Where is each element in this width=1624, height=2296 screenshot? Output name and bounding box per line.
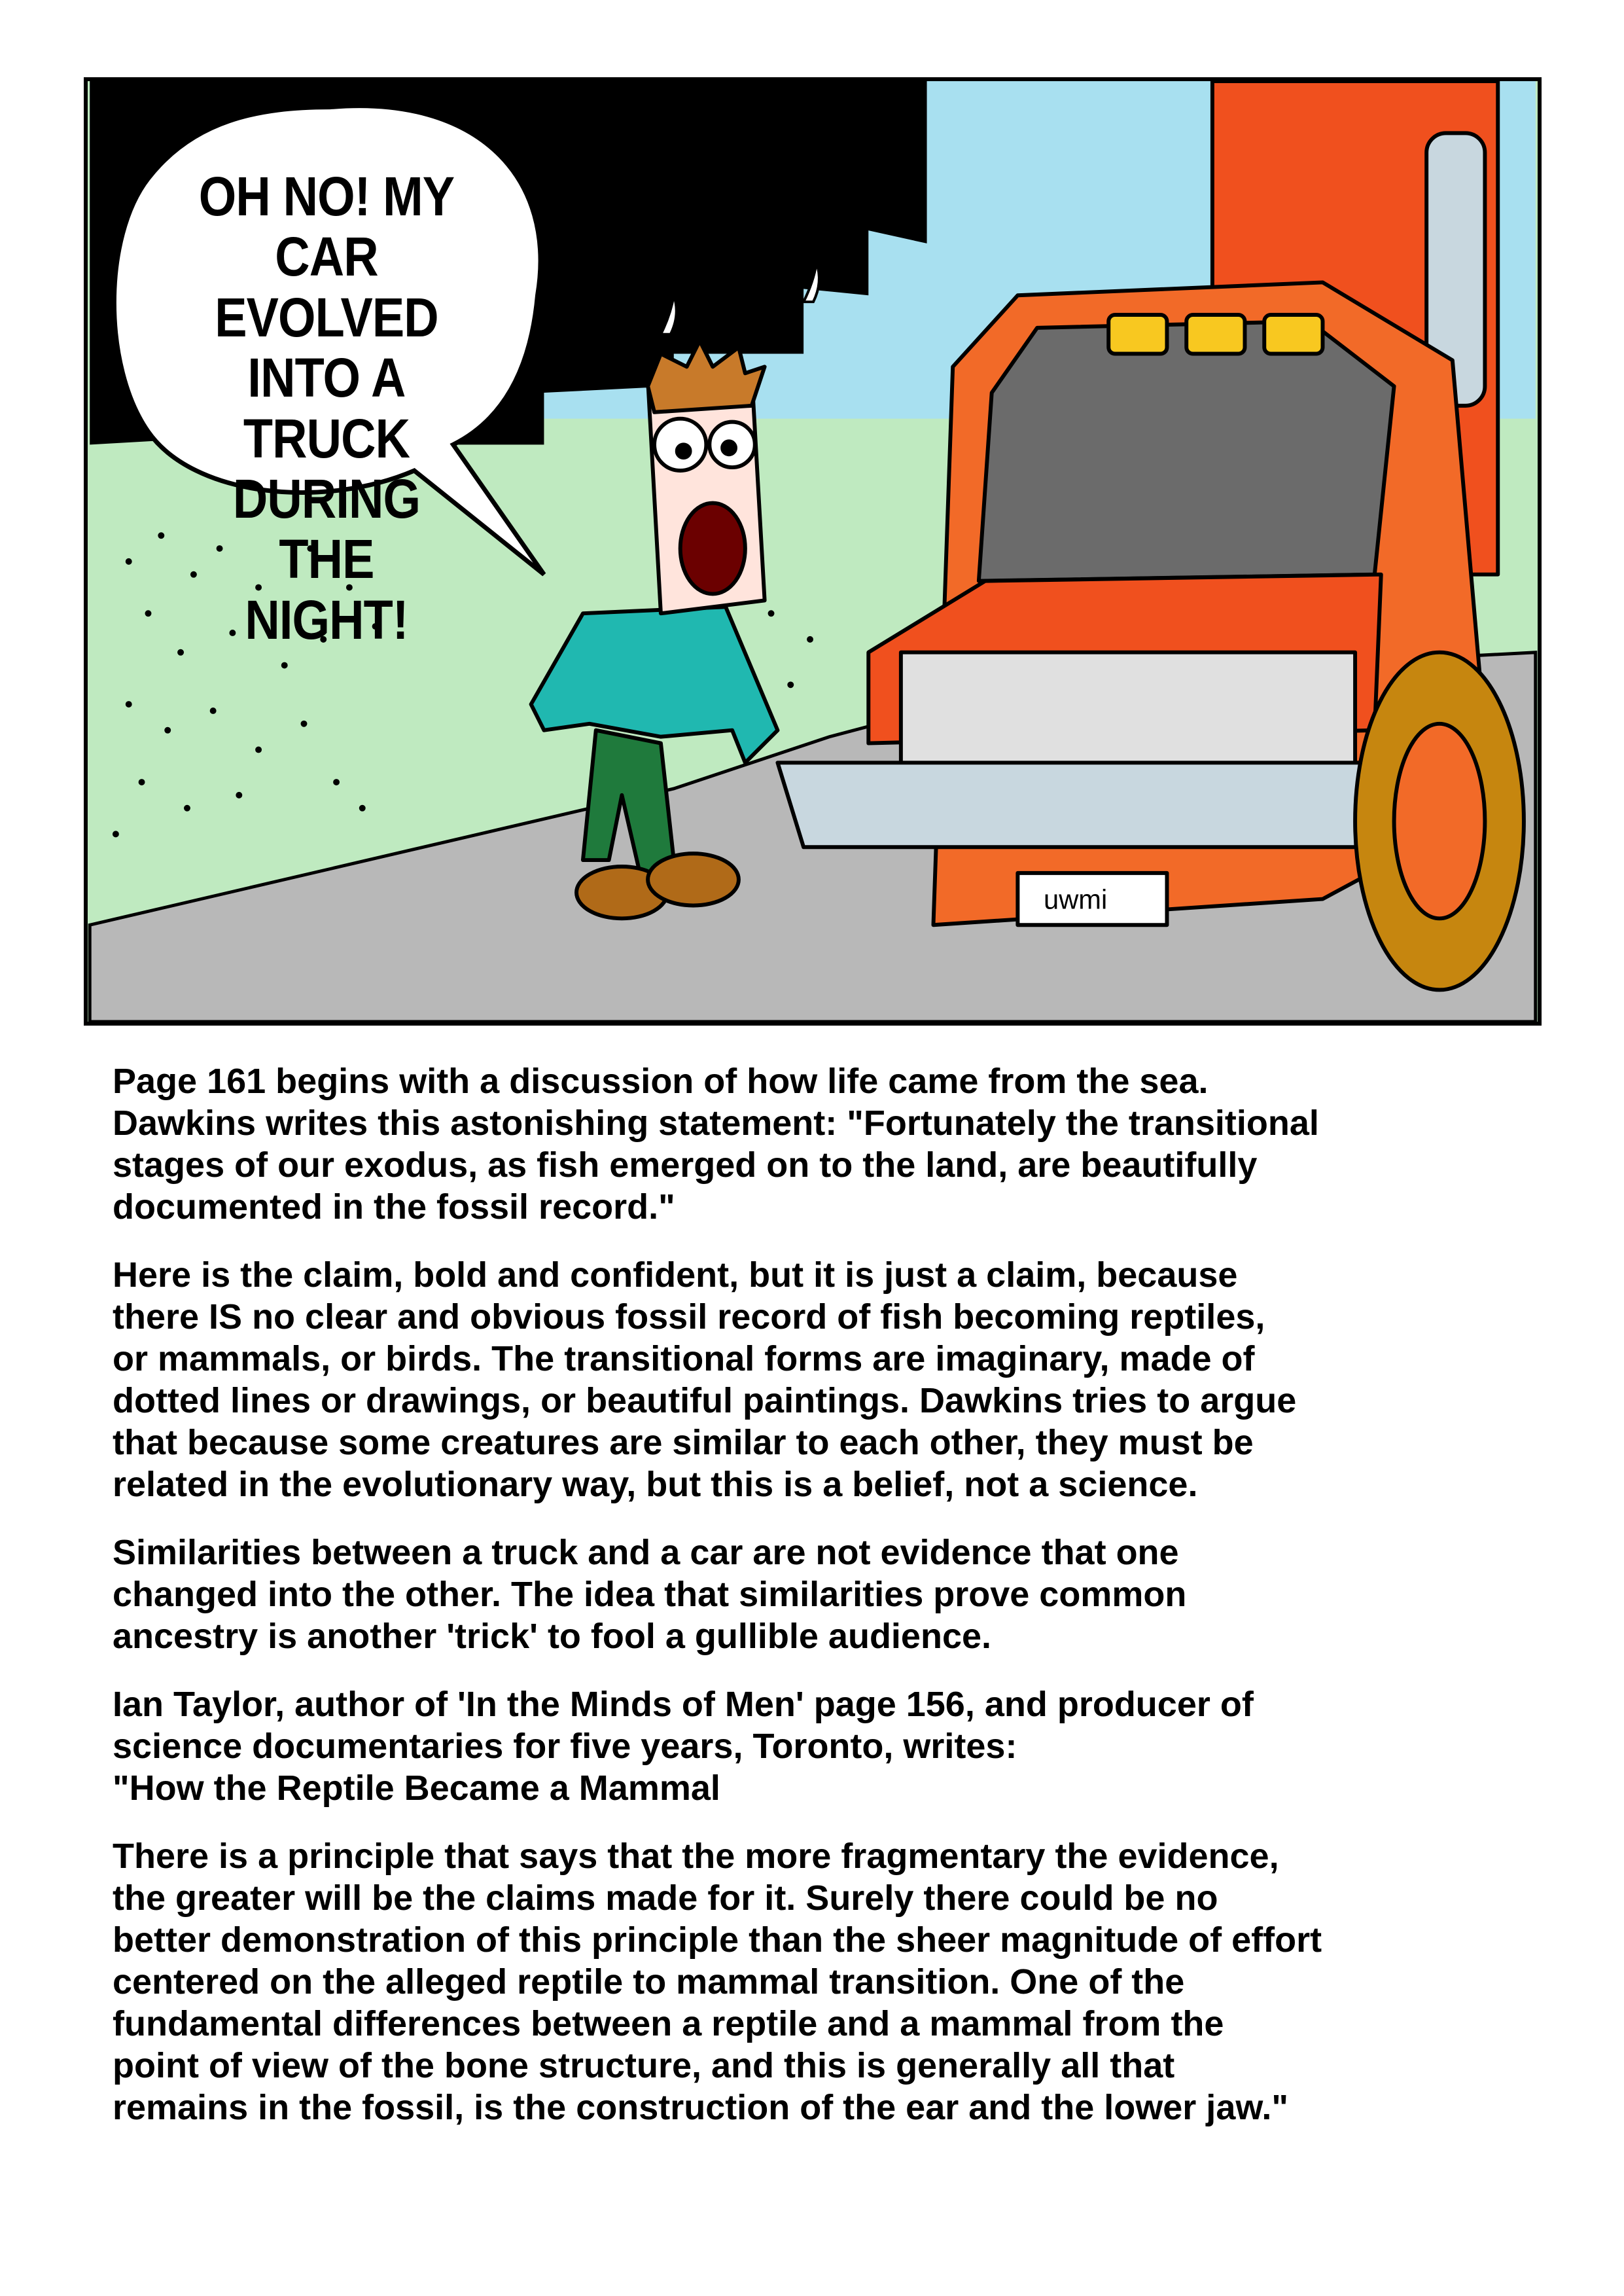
comic-panel [84, 77, 1542, 1026]
paragraph-3: Similarities between a truck and a car are not evidence that one changed into the other. The idea that similarities prove common ancestry is another 'trick' to fool a gullible audience. [113, 1533, 1187, 1656]
article-text [113, 1060, 1565, 2155]
paragraph-1: Page 161 begins with a discussion of how life came from the sea. Dawkins writes this astonishing statement: "Fortunately the transitional stages of our exodus, as fish emerged on to the land, are beautifully documented in the fossil record." [113, 1062, 1319, 1227]
license-plate-scribble: uwmi [1044, 884, 1108, 915]
paragraph-2: Here is the claim, bold and confident, but it is just a claim, because there IS no clear and obvious fossil record of fish becoming reptiles, or mammals, or birds. The transitional forms are imaginary, made of dotted lines or drawings, or beautiful paintings. Dawkins tries to argue that because some creatures are similar to each other, they must be related in the evolutionary way, but this is a belief, not a science. [113, 1255, 1297, 1504]
speech-bubble-text: OH NO! MY CAR EVOLVED INTO A TRUCK DURING THE NIGHT! [198, 166, 455, 651]
paragraph-4-attribution: Ian Taylor, author of 'In the Minds of Men' page 156, and producer of science documentaries for five years, Toronto, writes: "How the Reptile Became a Mammal [113, 1685, 1254, 1808]
paragraph-5-quote: There is a principle that says that the more fragmentary the evidence, the greater will be the claims made for it. Surely there could be no better demonstration of this principle than the sheer magnitude of effort centered on the alleged reptile to mammal transition. One of the fundamental differences between a reptile and a mammal from the point of view of the bone structure, and this is generally all that remains in the fossil, is the construction of the ear and the lower jaw." [113, 1837, 1322, 2127]
